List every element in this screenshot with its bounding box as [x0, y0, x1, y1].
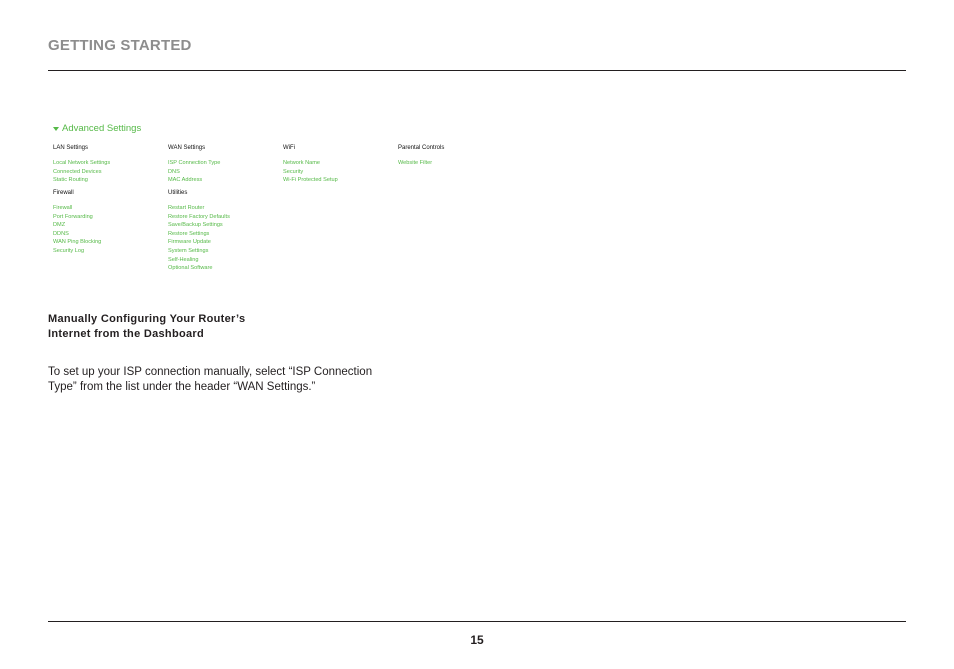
menu-link[interactable]: Restore Factory Defaults [168, 213, 230, 220]
footer-divider [48, 621, 906, 622]
menu-link[interactable]: Firmware Update [168, 239, 211, 246]
section-heading [48, 312, 245, 341]
settings-group-wan [168, 145, 220, 185]
header-divider [48, 70, 906, 71]
group-title: Firewall [53, 190, 74, 196]
menu-link[interactable]: DNS [168, 168, 180, 175]
triangle-down-icon [53, 127, 59, 131]
menu-link[interactable]: Static Routing [53, 177, 88, 184]
settings-group-wifi [283, 145, 338, 185]
paragraph-line: To set up your ISP connection manually, select “ISP Connection [48, 366, 373, 378]
heading-line: Internet from the Dashboard [48, 327, 205, 340]
section-title: GETTING STARTED [48, 37, 192, 54]
advanced-settings-title: Advanced Settings [62, 123, 142, 134]
group-title: Utilities [168, 190, 188, 196]
menu-link[interactable]: Website Filter [398, 160, 433, 166]
menu-link[interactable]: Restore Settings [168, 230, 210, 237]
menu-link[interactable]: Optional Software [168, 265, 213, 272]
menu-link[interactable]: MAC Address [168, 177, 203, 184]
menu-link[interactable]: Restart Router [168, 205, 205, 211]
menu-link[interactable]: WAN Ping Blocking [53, 239, 102, 246]
group-title: Parental Controls [398, 145, 445, 151]
menu-link[interactable]: DDNS [53, 230, 69, 237]
group-title: WAN Settings [168, 145, 206, 151]
menu-link[interactable]: Self-Healing [168, 256, 199, 263]
settings-group-utilities [168, 190, 230, 273]
menu-link[interactable]: Port Forwarding [53, 213, 93, 220]
settings-group-parental-controls [398, 145, 444, 168]
advanced-settings-panel [53, 123, 533, 283]
menu-link[interactable]: System Settings [168, 247, 209, 254]
heading-line: Manually Configuring Your Router’s [48, 313, 246, 325]
group-title: LAN Settings [53, 145, 89, 151]
menu-link[interactable]: Security Log [53, 247, 85, 254]
menu-link[interactable]: Wi-Fi Protected Setup [283, 177, 338, 184]
menu-link[interactable]: Network Name [283, 160, 320, 166]
menu-link[interactable]: Firewall [53, 205, 73, 211]
body-paragraph [48, 365, 448, 394]
group-title: WiFi [283, 145, 295, 151]
menu-link[interactable]: Connected Devices [53, 168, 102, 175]
menu-link-isp-connection-type[interactable]: ISP Connection Type [168, 160, 221, 166]
menu-link[interactable]: Security [283, 168, 304, 175]
menu-link[interactable]: DMZ [53, 222, 66, 229]
menu-link[interactable]: Local Network Settings [53, 160, 111, 166]
page-number: 15 [470, 633, 484, 647]
settings-group-lan [53, 145, 110, 185]
advanced-settings-toggle[interactable] [53, 123, 141, 134]
paragraph-line: Type” from the list under the header “WAN Settings.” [48, 380, 316, 393]
menu-link[interactable]: Save/Backup Settings [168, 222, 223, 229]
settings-group-firewall [53, 190, 101, 256]
